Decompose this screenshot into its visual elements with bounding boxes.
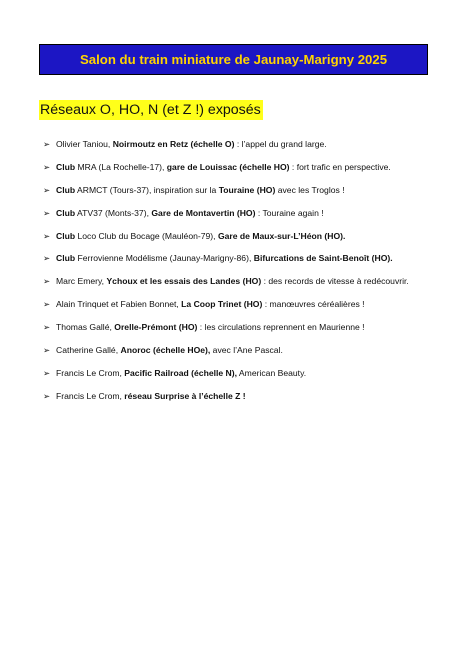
text-segment: Marc Emery, xyxy=(56,276,107,287)
list-item-text xyxy=(56,390,246,402)
bold-segment: gare de Louissac (échelle HO) xyxy=(166,161,290,172)
bold-segment: Club xyxy=(56,230,76,241)
text-segment: Olivier Taniou, xyxy=(56,139,113,149)
bold-segment: Noirmoutz en Retz (échelle O) xyxy=(112,139,235,149)
list-item xyxy=(43,207,443,230)
text-segment: Thomas Gallé, xyxy=(56,322,115,333)
list-item xyxy=(43,252,443,275)
bold-segment: Bifurcations de Saint-Benoît (HO). xyxy=(253,253,393,264)
title-banner xyxy=(39,44,428,75)
bold-segment: Touraine (HO) xyxy=(218,184,276,195)
list-item-text xyxy=(56,230,345,242)
arrow-right-icon: ➢ xyxy=(43,184,51,195)
text-segment: ARMCT (Tours-37), inspiration sur la xyxy=(75,184,219,195)
list-item xyxy=(43,390,443,413)
list-item-text xyxy=(56,367,306,379)
text-segment: Alain Trinquet et Fabien Bonnet, xyxy=(56,299,182,310)
text-segment: : l’appel du grand large. xyxy=(234,139,327,149)
arrow-right-icon: ➢ xyxy=(43,367,51,378)
arrow-right-icon: ➢ xyxy=(43,322,51,333)
arrow-right-icon: ➢ xyxy=(43,345,51,356)
list-item-text xyxy=(56,252,393,264)
bold-segment: Gare de Montavertin (HO) xyxy=(151,207,256,218)
text-segment: : fort trafic en perspective. xyxy=(289,161,391,172)
list-item-text xyxy=(56,275,409,287)
text-segment: Loco Club du Bocage (Mauléon-79), xyxy=(75,230,218,241)
list-item-text xyxy=(56,138,327,150)
text-segment: avec l’Ane Pascal. xyxy=(210,345,283,356)
exhibit-list xyxy=(43,138,443,413)
bold-segment: Club xyxy=(56,207,76,218)
bold-segment: Club xyxy=(56,161,76,172)
bold-segment: Pacific Railroad (échelle N), xyxy=(124,367,238,378)
list-item-text xyxy=(56,184,345,196)
section-heading: Réseaux O, HO, N (et Z !) exposés xyxy=(40,102,261,118)
text-segment: ATV37 (Monts-37), xyxy=(75,207,152,218)
arrow-right-icon: ➢ xyxy=(43,161,51,172)
list-item-text xyxy=(56,161,391,173)
text-segment: : manœuvres céréalières ! xyxy=(262,299,365,310)
bold-segment: Club xyxy=(56,253,76,264)
arrow-right-icon: ➢ xyxy=(43,207,51,218)
text-segment: Francis Le Crom, xyxy=(56,390,125,401)
list-item-text xyxy=(56,344,283,356)
bold-segment: Gare de Maux-sur-L’Héon (HO). xyxy=(217,230,346,241)
list-item xyxy=(43,275,443,298)
list-item xyxy=(43,230,443,253)
bold-segment: Orelle-Prémont (HO) xyxy=(114,322,198,333)
list-item xyxy=(43,184,443,207)
list-item xyxy=(43,321,443,344)
bold-segment: La Coop Trinet (HO) xyxy=(181,299,263,310)
arrow-right-icon: ➢ xyxy=(43,276,51,287)
arrow-right-icon: ➢ xyxy=(43,253,51,264)
bold-segment: Ychoux et les essais des Landes (HO) xyxy=(106,276,262,287)
bold-segment: Club xyxy=(56,184,76,195)
list-item xyxy=(43,298,443,321)
text-segment: : les circulations reprennent en Maurienne ! xyxy=(197,322,365,333)
list-item-text xyxy=(56,207,324,219)
text-segment: avec les Troglos ! xyxy=(275,184,345,195)
bold-segment: réseau Surprise à l’échelle Z ! xyxy=(124,390,246,401)
text-segment: : des records de vitesse à redécouvrir. xyxy=(261,276,409,287)
list-item-text xyxy=(56,298,365,310)
list-item xyxy=(43,367,443,390)
list-item xyxy=(43,138,443,161)
list-item xyxy=(43,161,443,184)
list-item-text xyxy=(56,321,365,333)
arrow-right-icon: ➢ xyxy=(43,139,51,149)
list-item xyxy=(43,344,443,367)
arrow-right-icon: ➢ xyxy=(43,299,51,310)
text-segment: Francis Le Crom, xyxy=(56,367,125,378)
bold-segment: Anoroc (échelle HOe), xyxy=(120,345,211,356)
text-segment: Ferrovienne Modélisme (Jaunay-Marigny-86), xyxy=(75,253,254,264)
text-segment: MRA (La Rochelle-17), xyxy=(75,161,167,172)
text-segment: : Touraine again ! xyxy=(255,207,324,218)
page-title: Salon du train miniature de Jaunay-Marigny 2025 xyxy=(79,52,388,67)
arrow-right-icon: ➢ xyxy=(43,390,51,401)
text-segment: Catherine Gallé, xyxy=(56,345,121,356)
text-segment: American Beauty. xyxy=(237,367,307,378)
arrow-right-icon: ➢ xyxy=(43,230,51,241)
